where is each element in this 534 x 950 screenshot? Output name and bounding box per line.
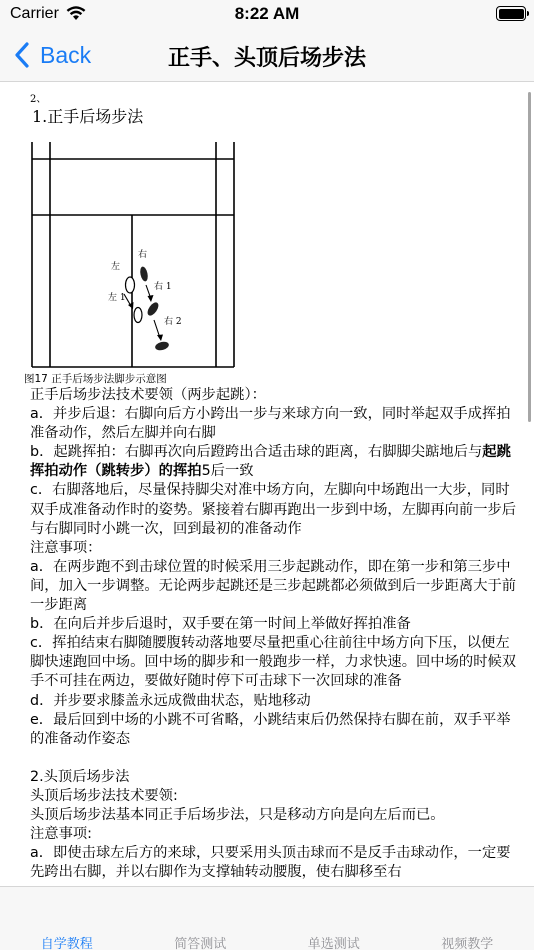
tab-label: 自学教程 [40, 937, 93, 950]
section-heading: 1.正手后场步法 [32, 107, 144, 126]
paragraph: a．在两步跑不到击球位置的时候采用三步起跳动作，即在第一步和第三步中间，加入一步调整。无论两步起跳还是三步起跳都必须做到后一步距离大于前一步距离 [30, 558, 517, 614]
article-body [30, 386, 520, 882]
paragraph: c．右脚落地后，尽量保持脚尖对准中场方向，左脚向中场跑出一大步，同时双手成准备动作时的姿势。紧接着右脚再跑出一步到中场，左脚再向前一步后与右脚同时小跳一次，回到最初的准备动作 [30, 482, 517, 537]
label-right2: 右 2 [164, 317, 182, 327]
scroll-indicator[interactable] [528, 92, 531, 422]
right-foot-1 [145, 301, 160, 318]
tab-self-study[interactable] [0, 887, 134, 950]
paragraph: 正手后场步法技术要领（两步起跳）： [30, 387, 266, 403]
section-number: 2、 [30, 94, 47, 105]
section-heading-2: 2.头顶后场步法 [30, 768, 130, 785]
tab-bar [0, 886, 534, 950]
clock: 8:22 AM [234, 4, 300, 23]
bold-phrase: 起跳挥拍动作（跳转步）的挥拍 [30, 444, 511, 480]
back-label: Back [40, 41, 92, 68]
paragraph: 注意事项: [30, 826, 93, 843]
tab-video-teaching[interactable] [401, 887, 534, 950]
figure-caption: 图17 正手后场步法脚步示意图 [24, 373, 167, 385]
page-title: 正手、头顶后场步法 [167, 46, 366, 71]
label-left1: 左 1 [108, 293, 126, 303]
paragraph: 注意事项： [30, 539, 102, 556]
label-left: 左 [111, 262, 121, 272]
footwork-diagram [28, 142, 238, 372]
tab-single-choice-test[interactable] [267, 887, 401, 950]
paragraph: a．并步后退：右脚向后方小跨出一步与来球方向一致，同时举起双手成挥拍准备动作，然后左脚并向右脚 [30, 406, 511, 442]
tab-short-answer-test[interactable] [134, 887, 268, 950]
paragraph: b．起跳挥拍：右脚再次向后蹬跨出合适击球的距离，右脚脚尖踮地后与起跳挥拍动作（跳转步）的挥拍5后一致 [30, 444, 511, 480]
tab-label: 简答测试 [174, 937, 227, 950]
paragraph: a．即使击球左后方的来球，只要采用头顶击球而不是反手击球动作，一定要先跨出右脚，并以右脚作为支撑轴转动腰腹，使右脚移至右 [30, 845, 511, 881]
paragraph: 头顶后场步法基本同正手后场步法，只是移动方向是向左后而已。 [30, 806, 445, 823]
tab-label: 单选测试 [307, 937, 360, 950]
battery-icon [496, 6, 526, 21]
paragraph: d．并步要求膝盖永远成微曲状态，贴地移动 [30, 692, 311, 709]
paragraph: c．挥拍结束右脚随腰腹转动落地要尽量把重心往前往中场方向下压，以便左脚快速跑回中场。回中场的脚步和一般跑步一样，力求快速。回中场的时候双手不可挂在两边，要做好随时停下可击球下一次回球的准备 [30, 635, 517, 690]
navigation-bar [0, 28, 534, 82]
article-scroll-view[interactable] [0, 82, 534, 886]
tab-label: 视频教学 [441, 937, 494, 950]
status-bar [0, 0, 534, 28]
label-right: 右 [138, 250, 148, 260]
label-right1: 右 1 [154, 282, 172, 292]
carrier-label: Carrier [10, 5, 59, 22]
left-foot-start [126, 277, 135, 293]
right-foot-start [139, 266, 149, 282]
left-foot-1 [134, 308, 142, 323]
paragraph: b．在向后并步后退时，双手要在第一时间上举做好挥拍准备 [30, 616, 411, 633]
paragraph: 头顶后场步法技术要领: [30, 787, 178, 804]
paragraph: e．最后回到中场的小跳不可省略，小跳结束后仍然保持右脚在前，双手平举的准备动作姿态 [30, 711, 511, 747]
right-foot-2 [154, 340, 170, 351]
